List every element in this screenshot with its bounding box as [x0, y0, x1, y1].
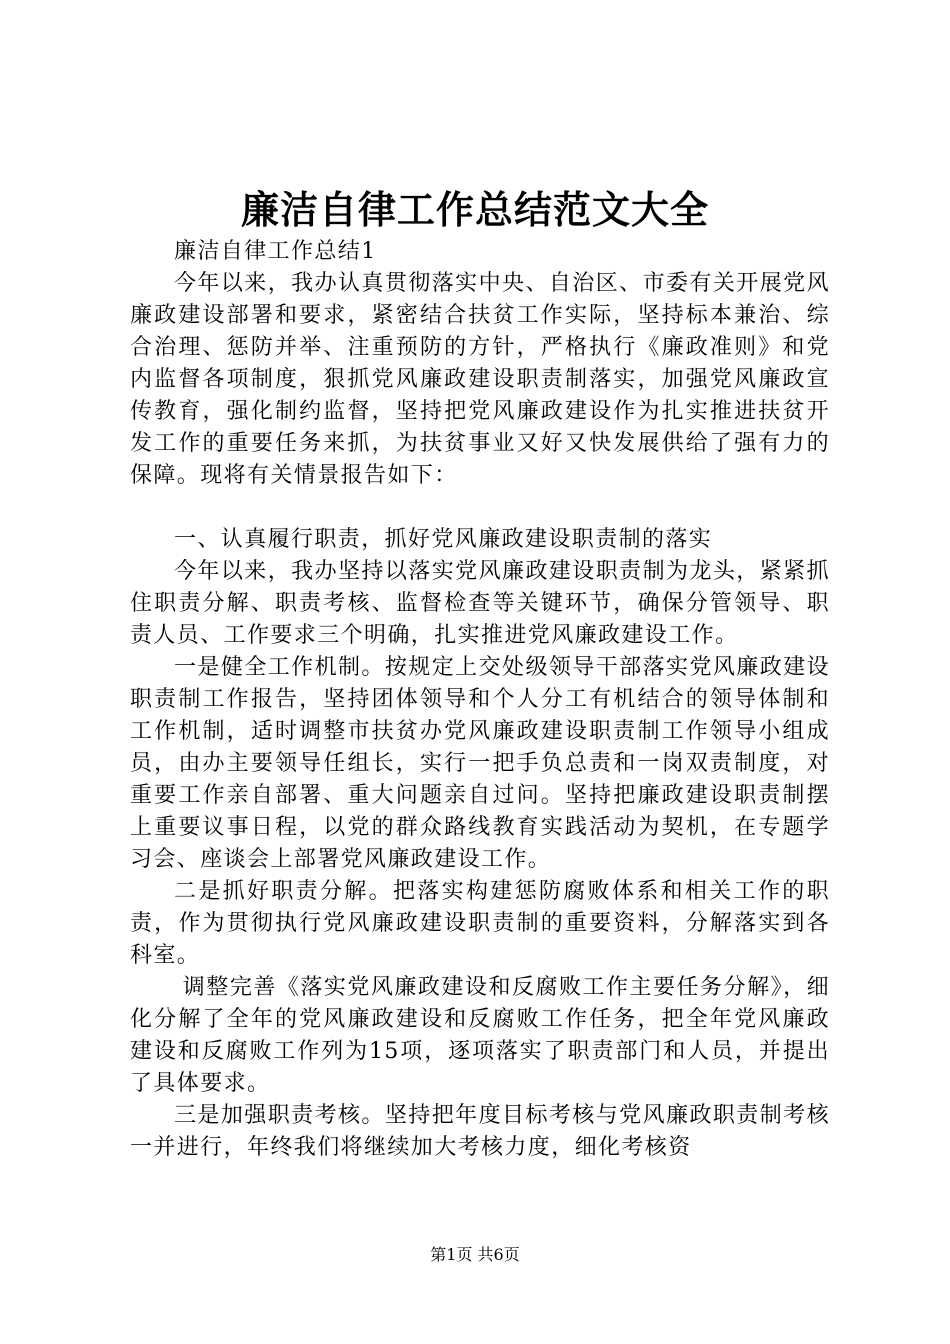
- body-paragraph: 三是加强职责考核。坚持把年度目标考核与党风廉政职责制考核一并进行，年终我们将继续加大考核力度，细化考核资: [130, 1103, 830, 1160]
- document-title: 廉洁自律工作总结范文大全: [240, 187, 709, 232]
- section-subtitle: 廉洁自律工作总结1: [174, 239, 377, 264]
- body-paragraph: 调整完善《落实党风廉政建设和反腐败工作主要任务分解》，细化分解了全年的党风廉政建设和反腐败工作任务，把全年党风廉政建设和反腐败工作列为15项，逐项落实了职责部门和人员，并提出了具体要求。: [130, 975, 830, 1096]
- document-body: [130, 236, 830, 1164]
- body-paragraph: 一是健全工作机制。按规定上交处级领导干部落实党风廉政建设职责制工作报告，坚持团体领导和个人分工有机结合的领导体制和工作机制，适时调整市扶贫办党风廉政建设职责制工作领导小组成员，由办主要领导任组长，实行一把手负总责和一岗双责制度，对重要工作亲自部署、重大问题亲自过问。坚持把廉政建设职责制摆上重要议事日程，以党的群众路线教育实践活动为契机，在专题学习会、座谈会上部署党风廉政建设工作。: [130, 655, 830, 872]
- page-footer: 第1页 共6页: [430, 1245, 520, 1264]
- body-paragraph: 今年以来，我办坚持以落实党风廉政建设职责制为龙头，紧紧抓住职责分解、职责考核、监督检查等关键环节，确保分管领导、职责人员、工作要求三个明确，扎实推进党风廉政建设工作。: [130, 559, 830, 648]
- body-paragraph: 今年以来，我办认真贯彻落实中央、自治区、市委有关开展党风廉政建设部署和要求，紧密结合扶贫工作实际，坚持标本兼治、综合治理、惩防并举、注重预防的方针，严格执行《廉政准则》和党内监督各项制度，狠抓党风廉政建设职责制落实，加强党风廉政宣传教育，强化制约监督，坚持把党风廉政建设作为扎实推进扶贫开发工作的重要任务来抓，为扶贫事业又好又快发展供给了强有力的保障。现将有关情景报告如下：: [130, 271, 830, 488]
- section-heading: 一、认真履行职责，抓好党风廉政建设职责制的落实: [174, 527, 713, 552]
- body-paragraph: 二是抓好职责分解。把落实构建惩防腐败体系和相关工作的职责，作为贯彻执行党风廉政建设职责制的重要资料，分解落实到各科室。: [130, 879, 830, 968]
